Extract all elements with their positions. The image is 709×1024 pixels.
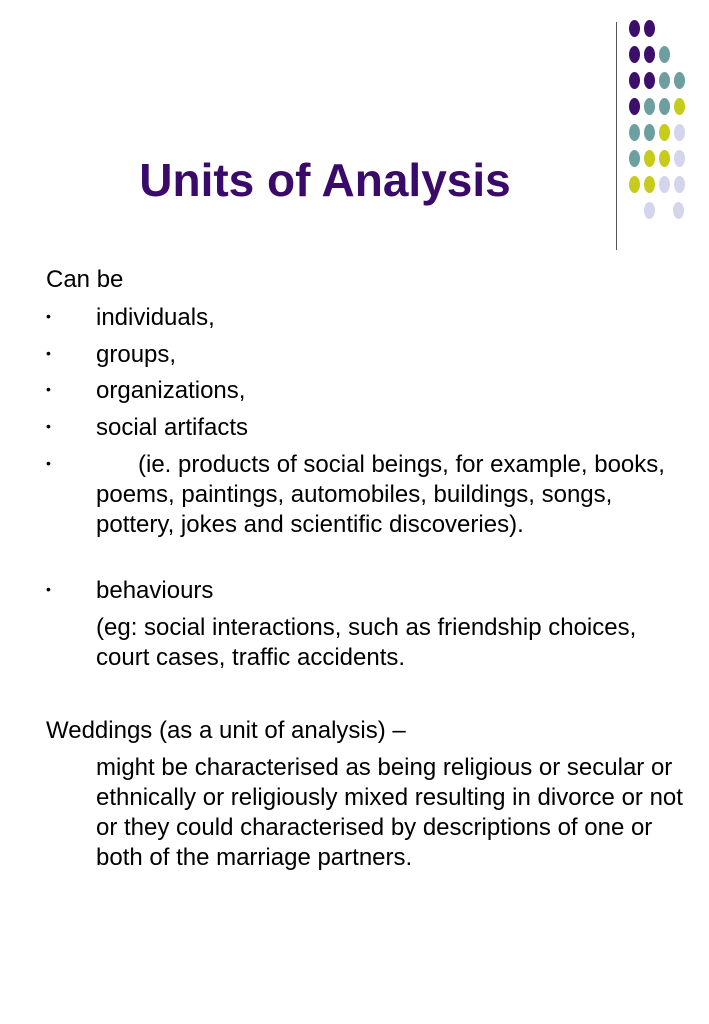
decorative-dot: [659, 98, 670, 115]
decorative-dot: [629, 150, 640, 167]
decorative-dot: [644, 124, 655, 141]
decorative-dot: [674, 176, 685, 193]
decorative-dot-grid: [629, 20, 699, 220]
bullet-icon: •: [46, 381, 51, 397]
bullet-item-organizations: organizations,: [96, 377, 246, 404]
bullet-icon: •: [46, 308, 51, 324]
decorative-dot: [674, 98, 685, 115]
decorative-dot: [659, 46, 670, 63]
divider-line: [616, 22, 617, 250]
bullet-icon: •: [46, 418, 51, 434]
decorative-dot: [644, 72, 655, 89]
decorative-dot: [629, 98, 640, 115]
decorative-dot: [659, 150, 670, 167]
decorative-dot: [629, 176, 640, 193]
decorative-dot: [629, 72, 640, 89]
decorative-dot: [659, 124, 670, 141]
slide-title: Units of Analysis: [139, 154, 511, 206]
decorative-dot: [644, 20, 655, 37]
intro-text: Can be: [46, 266, 124, 293]
decorative-dot: [629, 46, 640, 63]
bullet-item-social-artifacts: social artifacts: [96, 414, 249, 441]
bullet-item-social-artifacts-examples: (ie. products of social beings, for example, books, poems, paintings, automobiles, buildings, songs, pottery, jokes and scientific discoveries).: [96, 451, 665, 538]
decorative-dot: [644, 176, 655, 193]
decorative-dot: [659, 176, 670, 193]
decorative-dot: [644, 202, 655, 219]
bullet-item-individuals: individuals,: [96, 304, 215, 331]
weddings-body-text: might be characterised as being religious or secular or ethnically or religiously mixed resulting in divorce or not or they could characterised by descriptions of one or both of the marriage partners.: [96, 754, 683, 871]
decorative-dot: [659, 72, 670, 89]
decorative-dot: [629, 20, 640, 37]
decorative-dot: [674, 72, 685, 89]
decorative-dot: [673, 202, 684, 219]
bullet-icon: •: [46, 455, 51, 471]
decorative-dot: [674, 150, 685, 167]
weddings-heading: Weddings (as a unit of analysis) –: [46, 717, 406, 744]
decorative-dot: [629, 124, 640, 141]
bullet-item-behaviours: behaviours: [96, 577, 214, 604]
bullet-icon: •: [46, 581, 51, 597]
decorative-dot: [644, 150, 655, 167]
decorative-dot: [644, 98, 655, 115]
decorative-dot: [674, 124, 685, 141]
decorative-dot: [644, 46, 655, 63]
behaviours-example-text: (eg: social interactions, such as friendship choices, court cases, traffic accidents.: [96, 614, 637, 671]
bullet-item-groups: groups,: [96, 341, 177, 368]
bullet-icon: •: [46, 345, 51, 361]
